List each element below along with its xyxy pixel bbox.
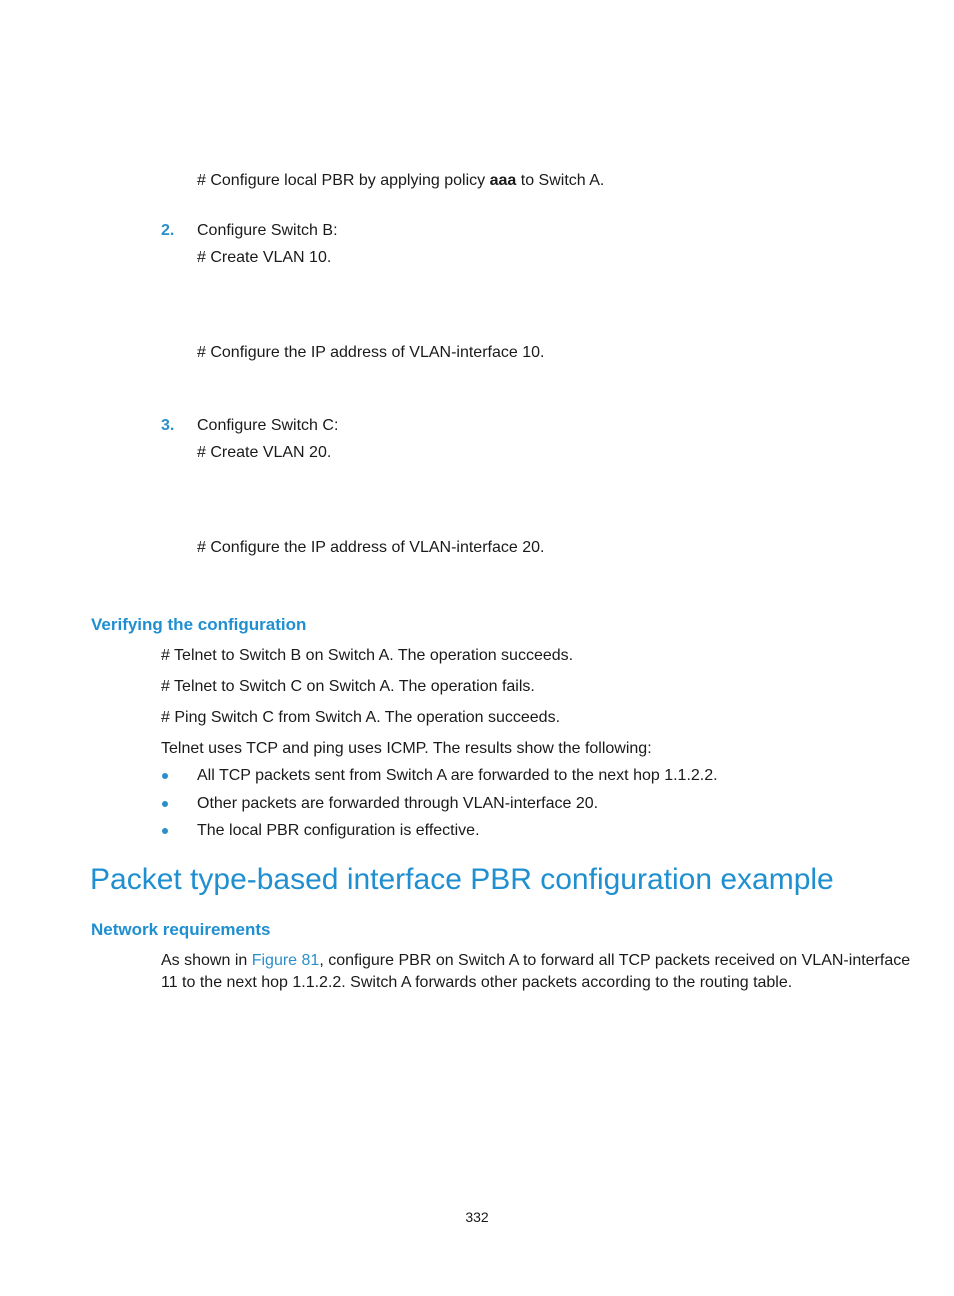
configure-pbr-text (197, 171, 604, 191)
network-requirements-line-2: 11 to the next hop 1.1.2.2. Switch A forwards other packets according to the routing table. (161, 974, 793, 991)
bullet-dot-icon (162, 773, 168, 779)
configure-pbr-prefix: # Configure local PBR by applying policy (197, 172, 490, 189)
line-1-suffix: , configure PBR on Switch A to forward all TCP packets received on VLAN-interface (319, 952, 911, 969)
bullet-item: Other packets are forwarded through VLAN-interface 20. (197, 795, 599, 812)
line-1-prefix: As shown in (161, 952, 252, 969)
step-2-number: 2. (161, 222, 175, 239)
network-requirements-heading: Network requirements (91, 920, 271, 939)
step-2-configure-ip: # Configure the IP address of VLAN-interface 10. (197, 344, 545, 361)
step-3-create-vlan: # Create VLAN 20. (197, 444, 332, 461)
verifying-line: # Telnet to Switch C on Switch A. The operation fails. (161, 678, 535, 695)
page-number: 332 (465, 1209, 489, 1225)
section-heading: Packet type-based interface PBR configuration example (90, 863, 834, 896)
bullet-dot-icon (162, 828, 168, 834)
verifying-line: # Telnet to Switch B on Switch A. The operation succeeds. (161, 647, 574, 664)
bullet-item: The local PBR configuration is effective. (197, 822, 480, 839)
step-3-number: 3. (161, 417, 175, 434)
verifying-summary: Telnet uses TCP and ping uses ICMP. The results show the following: (161, 740, 652, 757)
policy-name: aaa (489, 172, 517, 189)
step-3-title: Configure Switch C: (197, 417, 339, 434)
figure-link[interactable]: Figure 81 (251, 952, 320, 969)
verifying-heading: Verifying the configuration (91, 615, 307, 634)
verifying-line: # Ping Switch C from Switch A. The operation succeeds. (161, 709, 561, 726)
bullet-item: All TCP packets sent from Switch A are forwarded to the next hop 1.1.2.2. (197, 767, 718, 784)
bullet-dot-icon (162, 801, 168, 807)
step-3-configure-ip: # Configure the IP address of VLAN-interface 20. (197, 539, 545, 556)
step-2-create-vlan: # Create VLAN 10. (197, 249, 332, 266)
network-requirements-line-1 (161, 951, 910, 971)
configure-pbr-suffix: to Switch A. (516, 172, 605, 189)
step-2-title: Configure Switch B: (197, 222, 338, 239)
